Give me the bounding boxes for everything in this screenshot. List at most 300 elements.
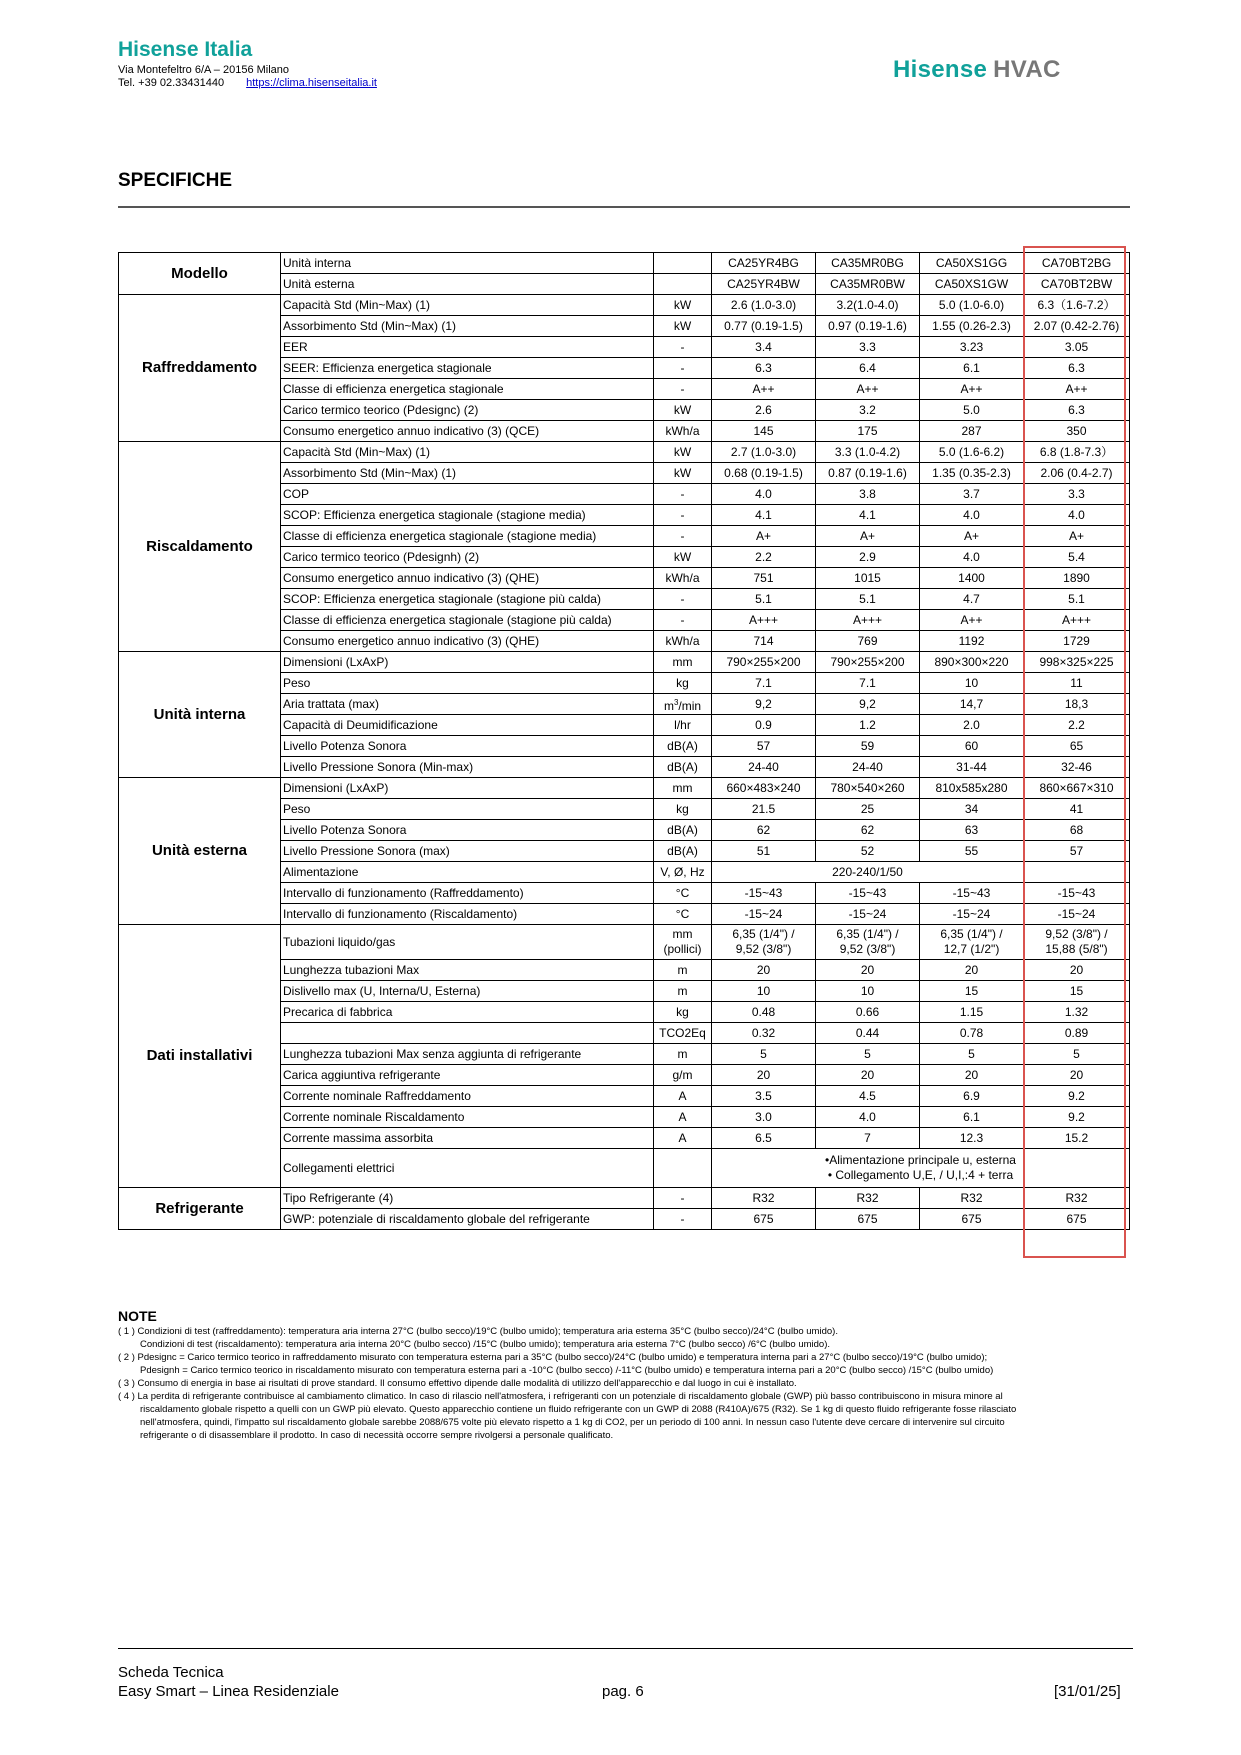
row-unit [654,253,712,274]
value-cell: 5.4 [1024,547,1130,568]
value-cell: 7.1 [816,673,920,694]
row-unit: m [654,981,712,1002]
row-unit: kW [654,463,712,484]
category-unita-interna: Unità interna [119,652,281,778]
value-cell: 63 [920,820,1024,841]
notes-section [118,1310,1128,1442]
value-cell: 1.55 (0.26-2.3) [920,316,1024,337]
value-cell: 1729 [1024,631,1130,652]
value-cell: 1890 [1024,568,1130,589]
row-unit: m [654,1044,712,1065]
table-row [119,253,1130,274]
value-cell: R32 [920,1188,1024,1209]
footer-divider [118,1648,1133,1649]
value-cell: 15 [920,981,1024,1002]
row-label: Precarica di fabbrica [281,1002,654,1023]
value-cell: 11 [1024,673,1130,694]
value-cell: 60 [920,736,1024,757]
note-4-cont-3: refrigerante o di disassemblare il prodotto. In caso di necessità occorre sempre rivolgersi a personale qualificato. [140,1430,614,1441]
value-cell [920,925,1024,960]
value-cell: 20 [816,1065,920,1086]
row-unit: - [654,379,712,400]
row-label: Corrente nominale Riscaldamento [281,1107,654,1128]
merged-line-1: •Alimentazione principale u, esterna [825,1153,1016,1167]
value-cell: 10 [920,673,1024,694]
row-unit: - [654,610,712,631]
row-unit: kW [654,295,712,316]
row-label: Tubazioni liquido/gas [281,925,654,960]
value-cell: 860×667×310 [1024,778,1130,799]
value-cell: 998×325×225 [1024,652,1130,673]
value-cell: 175 [816,421,920,442]
value-cell: 24-40 [816,757,920,778]
value-cell: 4.0 [920,547,1024,568]
value-cell: A++ [1024,379,1130,400]
value-cell: 3.05 [1024,337,1130,358]
value-cell: 4.0 [712,484,816,505]
value-cell: 10 [712,981,816,1002]
row-unit: - [654,1209,712,1230]
value-cell: 3.3 [816,337,920,358]
row-unit [654,1149,712,1188]
value-cell: 660×483×240 [712,778,816,799]
value-cell: 4.5 [816,1086,920,1107]
value-line-1: 6,35 (1/4") / [732,927,795,941]
company-address-block [118,64,377,90]
note-2-cont: Pdesignh = Carico termico teorico in riscaldamento misurato con temperatura esterna pari a -10°C (bulbo secco) /-11°C (bulbo umido) e temperatura interna pari a 20°C (bulbo secco) /15°C (bulbo umido) [140,1365,994,1376]
value-cell: 675 [920,1209,1024,1230]
row-unit: mm [654,652,712,673]
value-cell: -15~24 [1024,904,1130,925]
value-cell: 2.0 [920,715,1024,736]
row-label: GWP: potenziale di riscaldamento globale del refrigerante [281,1209,654,1230]
value-cell: 10 [816,981,920,1002]
value-cell: 1.2 [816,715,920,736]
row-unit: kg [654,1002,712,1023]
company-website-link[interactable]: https://clima.hisenseitalia.it [246,77,377,89]
value-cell: R32 [1024,1188,1130,1209]
value-cell: 675 [712,1209,816,1230]
value-cell: CA50XS1GW [920,274,1024,295]
row-label: Collegamenti elettrici [281,1149,654,1188]
value-cell: 0.87 (0.19-1.6) [816,463,920,484]
row-label: Carico termico teorico (Pdesignc) (2) [281,400,654,421]
value-cell: 20 [920,1065,1024,1086]
table-row [119,652,1130,673]
row-label: Consumo energetico annuo indicativo (3) (QHE) [281,568,654,589]
row-unit: kW [654,547,712,568]
value-cell [816,925,920,960]
value-cell: R32 [712,1188,816,1209]
value-cell: 68 [1024,820,1130,841]
value-cell: 3.8 [816,484,920,505]
value-cell: 2.9 [816,547,920,568]
logo-brand: Hisense [893,56,988,83]
row-unit: A [654,1086,712,1107]
value-cell: 5.0 (1.0-6.0) [920,295,1024,316]
footer-product-line: Easy Smart – Linea Residenziale [118,1683,339,1700]
value-cell: 52 [816,841,920,862]
value-cell: 5 [816,1044,920,1065]
value-cell: 59 [816,736,920,757]
row-label: Tipo Refrigerante (4) [281,1188,654,1209]
row-label: Unità esterna [281,274,654,295]
row-unit [654,694,712,715]
value-cell: 1192 [920,631,1024,652]
hisense-hvac-logo [893,56,1061,84]
category-dati-installativi: Dati installativi [119,925,281,1188]
row-label: Lunghezza tubazioni Max senza aggiunta di refrigerante [281,1044,654,1065]
value-cell: 2.6 (1.0-3.0) [712,295,816,316]
value-cell: 9,2 [816,694,920,715]
row-label: Dimensioni (LxAxP) [281,778,654,799]
value-cell: A++ [920,379,1024,400]
notes-heading: NOTE [118,1308,157,1324]
footer-page-number: pag. 6 [602,1683,644,1700]
value-cell: A+++ [712,610,816,631]
row-unit: kWh/a [654,421,712,442]
value-line-1: 6,35 (1/4") / [940,927,1003,941]
value-cell: 0.89 [1024,1023,1130,1044]
value-cell: A+ [1024,526,1130,547]
value-cell: 0.9 [712,715,816,736]
value-cell: 20 [920,960,1024,981]
unit-exponent: 3 [673,697,679,707]
value-cell: 5.1 [1024,589,1130,610]
row-label: EER [281,337,654,358]
category-modello: Modello [119,253,281,295]
table-row [119,295,1130,316]
value-cell: 3.0 [712,1107,816,1128]
value-cell: 1015 [816,568,920,589]
value-cell: CA25YR4BW [712,274,816,295]
value-cell: 3.5 [712,1086,816,1107]
row-label: Consumo energetico annuo indicativo (3) (QHE) [281,631,654,652]
value-cell: CA50XS1GG [920,253,1024,274]
row-label: Livello Pressione Sonora (Min-max) [281,757,654,778]
value-cell: 1400 [920,568,1024,589]
merged-value [712,1149,1130,1188]
row-unit: dB(A) [654,757,712,778]
value-cell: 3.7 [920,484,1024,505]
row-unit: - [654,1188,712,1209]
value-cell: 5.1 [712,589,816,610]
value-cell: 6.3 [1024,400,1130,421]
value-cell: 12.3 [920,1128,1024,1149]
value-cell: 65 [1024,736,1130,757]
note-1: ( 1 ) Condizioni di test (raffreddamento): temperatura aria interna 27°C (bulbo secco)/19°C (bulbo umido); temperatura aria esterna 35°C (bulbo secco)/24°C (bulbo umido). [118,1326,838,1337]
value-cell: 0.68 (0.19-1.5) [712,463,816,484]
value-cell: 9.2 [1024,1107,1130,1128]
row-unit: TCO2Eq [654,1023,712,1044]
value-cell: A++ [816,379,920,400]
value-cell: 4.0 [920,505,1024,526]
value-line-1: 9,52 (3/8") / [1045,927,1108,941]
row-unit: V, Ø, Hz [654,862,712,883]
note-4-cont-2: nell'atmosfera, quindi, l'impatto sul riscaldamento globale sarebbe 2088/675 volte più elevato rispetto a 1 kg di CO2, per un periodo di 100 anni. In nessun caso l'utente deve cercare di intervenire sul circuito [140,1417,1005,1428]
value-cell: 0.32 [712,1023,816,1044]
row-label: Livello Potenza Sonora [281,820,654,841]
category-refrigerante: Refrigerante [119,1188,281,1230]
value-cell: 5.0 [920,400,1024,421]
company-name: Hisense Italia [118,38,253,61]
value-cell: 1.35 (0.35-2.3) [920,463,1024,484]
value-cell: A++ [712,379,816,400]
row-label: Livello Potenza Sonora [281,736,654,757]
value-cell: 62 [712,820,816,841]
note-4-cont-1: riscaldamento globale rispetto a quelli con un GWP più elevato. Questo apparecchio contiene un fluido refrigerante con un GWP di 2088 (R410A)/675 (R32). Se 1 kg di questo fluido refrigerante fosse rilasciato [140,1404,1017,1415]
value-cell: 18,3 [1024,694,1130,715]
value-cell: 34 [920,799,1024,820]
value-cell: 20 [712,1065,816,1086]
row-unit: kWh/a [654,631,712,652]
value-cell: 51 [712,841,816,862]
row-label: Lunghezza tubazioni Max [281,960,654,981]
value-cell: 0.78 [920,1023,1024,1044]
value-cell: 9,2 [712,694,816,715]
value-cell: 6.1 [920,358,1024,379]
category-unita-esterna: Unità esterna [119,778,281,925]
value-cell: 20 [1024,960,1130,981]
note-4: ( 4 ) La perdita di refrigerante contribuisce al cambiamento climatico. In caso di rilascio nell'atmosfera, i refrigeranti con un potenziale di riscaldamento globale (GWP) più basso contribuiscono in misura minore al [118,1391,1003,1402]
row-label: Aria trattata (max) [281,694,654,715]
row-unit: - [654,358,712,379]
value-cell: 6.8 (1.8-7.3） [1024,442,1130,463]
row-label: Classe di efficienza energetica stagionale (stagione media) [281,526,654,547]
value-cell: 3.3 (1.0-4.2) [816,442,920,463]
value-cell: 6.9 [920,1086,1024,1107]
value-cell: 6.4 [816,358,920,379]
row-label: Intervallo di funzionamento (Riscaldamento) [281,904,654,925]
value-cell: 2.2 [1024,715,1130,736]
value-line-2: 15,88 (5/8") [1045,942,1108,956]
value-cell: 24-40 [712,757,816,778]
value-cell: 6.3 [712,358,816,379]
value-line-2: 9,52 (3/8") [735,942,792,956]
value-cell: 20 [816,960,920,981]
value-cell: -15~43 [1024,883,1130,904]
value-cell: 0.97 (0.19-1.6) [816,316,920,337]
row-label: Classe di efficienza energetica stagionale [281,379,654,400]
value-cell: A+ [816,526,920,547]
page-title: SPECIFICHE [118,170,233,191]
row-label: SCOP: Efficienza energetica stagionale (stagione più calda) [281,589,654,610]
row-unit: dB(A) [654,736,712,757]
row-label: Dislivello max (U, Interna/U, Esterna) [281,981,654,1002]
value-cell [1024,925,1130,960]
value-cell: 4.1 [816,505,920,526]
row-label: COP [281,484,654,505]
value-cell: 0.77 (0.19-1.5) [712,316,816,337]
row-label: Peso [281,799,654,820]
value-cell: -15~43 [816,883,920,904]
row-label: SCOP: Efficienza energetica stagionale (stagione media) [281,505,654,526]
value-cell [712,925,816,960]
value-cell: 1.15 [920,1002,1024,1023]
row-unit: kW [654,316,712,337]
row-label: Classe di efficienza energetica stagionale (stagione più calda) [281,610,654,631]
row-unit: °C [654,904,712,925]
row-label: Carico termico teorico (Pdesignh) (2) [281,547,654,568]
row-label: Peso [281,673,654,694]
row-unit: kW [654,442,712,463]
row-unit: A [654,1107,712,1128]
row-label [281,1023,654,1044]
value-cell: 15.2 [1024,1128,1130,1149]
company-contact [118,77,377,90]
row-unit: - [654,526,712,547]
value-cell: A+++ [816,610,920,631]
value-cell: 890×300×220 [920,652,1024,673]
table-row [119,1188,1130,1209]
value-cell: 0.66 [816,1002,920,1023]
value-cell: 4.0 [1024,505,1130,526]
row-label: Unità interna [281,253,654,274]
value-cell: 5 [712,1044,816,1065]
row-label: Consumo energetico annuo indicativo (3) (QCE) [281,421,654,442]
value-line-2: 12,7 (1/2") [943,942,1000,956]
value-cell: 5 [1024,1044,1130,1065]
value-cell: 9.2 [1024,1086,1130,1107]
row-label: Assorbimento Std (Min~Max) (1) [281,463,654,484]
value-cell: 6.3（1.6-7.2） [1024,295,1130,316]
value-cell: 810x585x280 [920,778,1024,799]
value-cell: 287 [920,421,1024,442]
row-unit: A [654,1128,712,1149]
company-address: Via Montefeltro 6/A – 20156 Milano [118,64,290,76]
value-cell: 2.6 [712,400,816,421]
value-cell: 675 [1024,1209,1130,1230]
note-1-cont: Condizioni di test (riscaldamento): temperatura aria interna 20°C (bulbo secco) /15°C (bulbo umido); temperatura aria esterna 7°C (bulbo secco) /6°C (bulbo umido). [140,1339,831,1350]
row-label: SEER: Efficienza energetica stagionale [281,358,654,379]
value-cell: 7.1 [712,673,816,694]
row-unit: g/m [654,1065,712,1086]
row-unit: kWh/a [654,568,712,589]
value-cell: 14,7 [920,694,1024,715]
row-unit: - [654,505,712,526]
value-cell: 3.23 [920,337,1024,358]
value-cell: 41 [1024,799,1130,820]
value-cell: 4.1 [712,505,816,526]
value-cell: 2.06 (0.4-2.7) [1024,463,1130,484]
value-cell: 6.5 [712,1128,816,1149]
value-cell: CA70BT2BW [1024,274,1130,295]
value-cell: 6.3 [1024,358,1130,379]
row-unit: °C [654,883,712,904]
row-unit: - [654,337,712,358]
value-cell: 350 [1024,421,1130,442]
row-label: Livello Pressione Sonora (max) [281,841,654,862]
value-cell: 5.0 (1.6-6.2) [920,442,1024,463]
merged-value: 220-240/1/50 [712,862,1024,883]
row-unit: mm [654,778,712,799]
row-unit: kW [654,400,712,421]
value-cell: 145 [712,421,816,442]
value-cell: A+ [920,526,1024,547]
unit-line-1: mm [672,927,693,941]
value-cell: 57 [1024,841,1130,862]
row-unit: kg [654,673,712,694]
row-label: Intervallo di funzionamento (Raffreddamento) [281,883,654,904]
value-cell: -15~43 [712,883,816,904]
row-unit [654,274,712,295]
value-cell: 5 [920,1044,1024,1065]
value-cell: 0.48 [712,1002,816,1023]
value-cell: 6.1 [920,1107,1024,1128]
category-raffreddamento: Raffreddamento [119,295,281,442]
value-cell: 55 [920,841,1024,862]
row-label: Corrente massima assorbita [281,1128,654,1149]
value-cell: 20 [712,960,816,981]
row-label: Carica aggiuntiva refrigerante [281,1065,654,1086]
note-3: ( 3 ) Consumo di energia in base ai risultati di prove standard. Il consumo effettivo dipende dalle modalità di utilizzo dell'apparecchio e dal luogo in cui è installato. [118,1378,797,1389]
row-label: Capacità Std (Min~Max) (1) [281,442,654,463]
value-cell: 3.2(1.0-4.0) [816,295,920,316]
value-cell: 769 [816,631,920,652]
value-cell: 0.44 [816,1023,920,1044]
value-cell: 31-44 [920,757,1024,778]
company-phone: Tel. +39 02.33431440 [118,77,225,89]
value-cell: R32 [816,1188,920,1209]
value-cell: 4.0 [816,1107,920,1128]
row-unit: kg [654,799,712,820]
value-cell: 2.07 (0.42-2.76) [1024,316,1130,337]
row-unit: - [654,484,712,505]
value-cell: CA25YR4BG [712,253,816,274]
title-divider [118,206,1130,208]
row-label: Capacità Std (Min~Max) (1) [281,295,654,316]
merged-line-2: • Collegamento U,E, / U,I,:4 + terra [827,1168,1014,1182]
value-cell: A++ [920,610,1024,631]
note-2: ( 2 ) Pdesignc = Carico termico teorico in raffreddamento misurato con temperatura esterna pari a 35°C (bulbo secco)/24°C (bulbo umido) e temperatura interna pari a 27°C (bulbo secco)/19°C (bulbo umido); [118,1352,988,1363]
value-cell-empty [1024,862,1130,883]
footer-doc-type: Scheda Tecnica [118,1664,224,1681]
unit-line-2: (pollici) [663,942,702,956]
value-cell: 1.32 [1024,1002,1130,1023]
value-cell: 32-46 [1024,757,1130,778]
value-cell: 25 [816,799,920,820]
value-cell: 7 [816,1128,920,1149]
row-unit: dB(A) [654,820,712,841]
unit-tail: /min [678,698,702,713]
row-unit: - [654,589,712,610]
value-cell: 790×255×200 [712,652,816,673]
value-cell: 751 [712,568,816,589]
value-cell: 675 [816,1209,920,1230]
value-cell: 714 [712,631,816,652]
value-line-2: 9,52 (3/8") [839,942,896,956]
footer-date: [31/01/25] [1054,1683,1121,1700]
value-cell: -15~24 [712,904,816,925]
table-row [119,442,1130,463]
value-cell: 5.1 [816,589,920,610]
value-line-1: 6,35 (1/4") / [836,927,899,941]
value-cell: CA70BT2BG [1024,253,1130,274]
unit-main: m [663,698,674,713]
value-cell: -15~24 [816,904,920,925]
value-cell: 21.5 [712,799,816,820]
value-cell: 4.7 [920,589,1024,610]
value-cell: A+ [712,526,816,547]
value-cell: 20 [1024,1065,1130,1086]
value-cell: 57 [712,736,816,757]
row-unit: m [654,960,712,981]
row-label: Corrente nominale Raffreddamento [281,1086,654,1107]
row-label: Capacità di Deumidificazione [281,715,654,736]
category-riscaldamento: Riscaldamento [119,442,281,652]
value-cell: A+++ [1024,610,1130,631]
row-unit: dB(A) [654,841,712,862]
